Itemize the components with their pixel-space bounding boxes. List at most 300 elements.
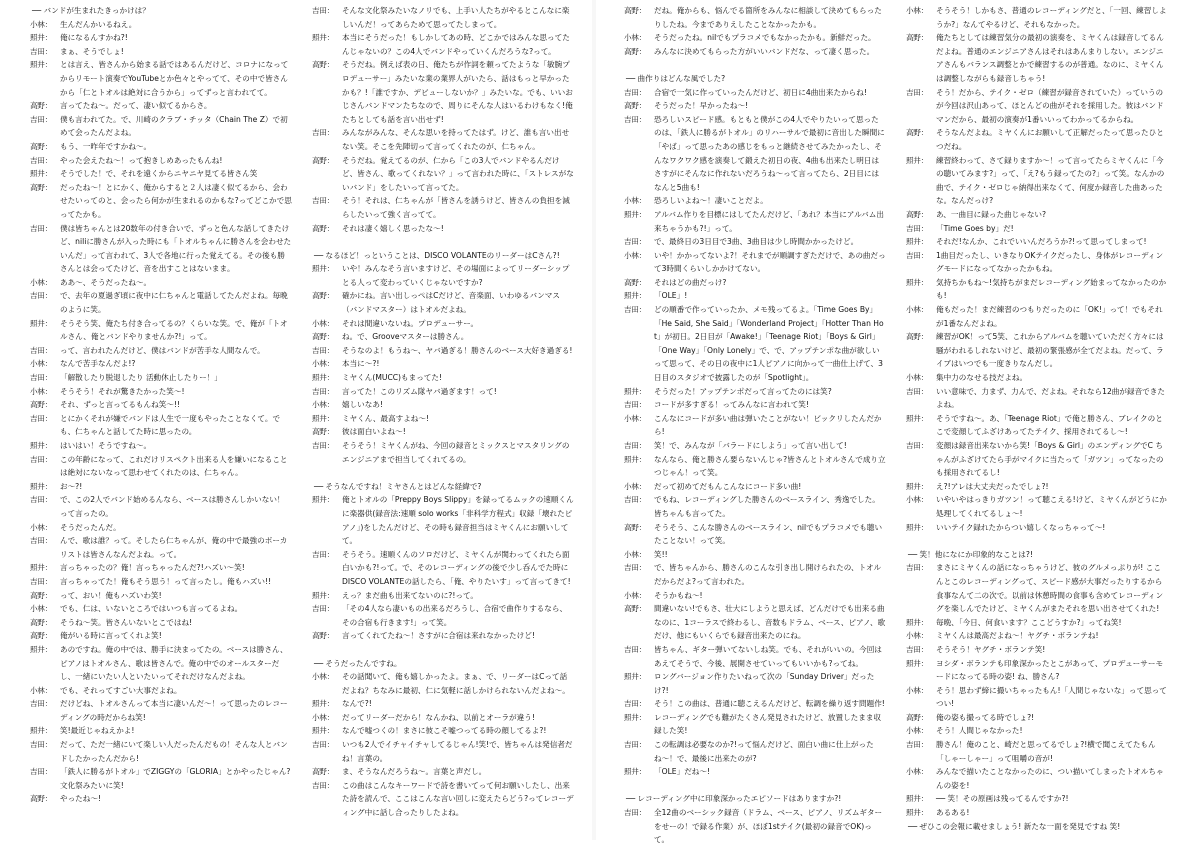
dialogue-line	[906, 765, 1168, 792]
dialogue-text: そうそう。速順くんのソロだけど、ミヤくんが関わってくれたら面白いかも?!って。で、そのレコーディングの後で少し呑んでた時にDISCO VOLANTEの話したら、「俺、やりたいす」って言ってきて!	[342, 549, 571, 586]
interviewer-question: ── バンドが生まれたきっかけは？	[32, 6, 150, 15]
speaker-name: 高野：	[906, 332, 928, 342]
dialogue-text: 「Time Goes by」だ!	[936, 223, 1014, 233]
dialogue-text: でも、それってすごい大事だよね。	[60, 685, 182, 695]
speaker-name: 小林：	[906, 6, 928, 15]
speaker-name: 照井：	[906, 808, 928, 818]
dialogue-line	[30, 31, 292, 45]
speaker-name: 照井：	[906, 155, 928, 165]
dialogue-line	[30, 453, 292, 480]
dialogue-line	[906, 208, 1168, 222]
dialogue-line	[624, 589, 886, 603]
speaker-name: 照井：	[30, 318, 52, 328]
text-column-3	[624, 4, 886, 845]
dialogue-line	[30, 575, 292, 589]
speaker-name: 吉田：	[624, 740, 646, 750]
dialogue-line	[312, 724, 574, 738]
speaker-name: 照井：	[624, 454, 646, 464]
dialogue-line	[906, 521, 1168, 535]
speaker-name: 照井：	[624, 291, 646, 301]
dialogue-line	[312, 31, 574, 58]
speaker-name: 高野：	[30, 794, 52, 804]
dialogue-line	[312, 697, 574, 711]
dialogue-text: こんなにコードが多い曲は弾いたことがない！ビックリしたんだから!	[654, 413, 882, 437]
speaker-name: 高野：	[30, 631, 52, 641]
dialogue-line	[312, 398, 574, 412]
speaker-name: 吉田：	[906, 87, 928, 97]
dialogue-text: ミヤくんは最高だよね〜！ヤグチ・ボランテね!	[936, 631, 1099, 641]
dialogue-text: そう！だから、テイク・ゼロ（練習が録音されていた）っていうのが今回は沢山あって、ほとんどの曲がそれを採用した。彼はバンドマンだから、最初の演奏が1番いいってわかってるからね。	[936, 87, 1164, 124]
dialogue-line	[312, 371, 574, 385]
speaker-name: 高野：	[312, 332, 334, 342]
dialogue-line	[312, 765, 574, 779]
speaker-name: 小林：	[624, 196, 646, 206]
dialogue-line	[30, 589, 292, 603]
speaker-name: 照井：	[30, 169, 52, 179]
speaker-name: 吉田：	[30, 46, 52, 56]
speaker-name: 吉田：	[312, 604, 334, 614]
speaker-name: 小林：	[624, 481, 646, 491]
interviewer-question: ── 曲作りはどんな風でした?	[626, 73, 726, 83]
speaker-name: 照井：	[906, 794, 928, 804]
speaker-name: 吉田：	[30, 740, 52, 750]
speaker-name: 高野：	[312, 427, 334, 437]
speaker-name: 吉田：	[312, 780, 334, 790]
dialogue-line	[624, 738, 886, 765]
text-column-2	[312, 4, 574, 836]
speaker-name: 吉田：	[30, 576, 52, 586]
dialogue-text: そう！人間じゃなかった!	[936, 726, 1023, 736]
speaker-name: 高野：	[312, 60, 334, 70]
dialogue-line	[906, 657, 1168, 684]
dialogue-line	[30, 629, 292, 643]
dialogue-line	[624, 765, 886, 779]
dialogue-text: そう！この曲は、普通に聴こえるんだけど、転調を繰り返す問題作!	[654, 699, 885, 709]
dialogue-text: でもね、レコーディングした勝さんのベースライン、秀逸でした。皆ちゃんも言ってた。	[654, 495, 880, 518]
dialogue-text: なんなら、俺と勝さん要らないんじゃ?皆さんとトオルさんで成り立つじゃん！って笑。	[654, 454, 886, 478]
dialogue-line	[312, 385, 574, 399]
dialogue-text: 恐ろしいよね〜！凄いことだよ。	[654, 196, 768, 206]
dialogue-line	[906, 480, 1168, 494]
dialogue-text: 恐ろしいスピード感。もともと僕がこの4人でやりたいって思ったのは、「鉄人に勝るがトオル」のリハーサルで最初に音出した瞬間に「やば」って思ったあの感じをもっと継続させてみたかったし、そんなワクワク感を演奏して鍛えた初日の夜、4曲も出来たし明日はさすがにそんなに作れないだろうね〜って言ってたら、2日目にはなんと5曲も!	[654, 114, 885, 192]
dialogue-text: そうそう！それが驚きたかった笑〜!	[60, 386, 185, 396]
dialogue-line	[906, 222, 1168, 236]
dialogue-text: だけどね、トオルさんって本当に凄いんだ〜！って思ったのレコーディングの時だからね笑!	[60, 699, 288, 722]
dialogue-text: なんで苦手なんだよ!?	[60, 359, 136, 369]
dialogue-line	[312, 194, 574, 221]
dialogue-text: って、言われたんだけど、僕はバンドが苦手な人間なんで。	[60, 345, 265, 355]
dialogue-line	[906, 154, 1168, 208]
dialogue-line	[312, 154, 574, 195]
speaker-name: 照井：	[906, 277, 928, 287]
dialogue-text: だってリーダーだから！なんかね、以前とオーラが違う!	[342, 712, 535, 722]
dialogue-line	[906, 561, 1168, 615]
dialogue-line	[906, 412, 1168, 439]
dialogue-line	[30, 412, 292, 439]
dialogue-text: 笑!!	[654, 549, 668, 559]
speaker-name: 吉田：	[312, 345, 334, 355]
dialogue-text: そうだったね。nilでもプラコメでもなかったかも。新鮮だった。	[654, 33, 876, 43]
dialogue-text: そうだね。例えば表の日、俺たちが作詞を頼ってたような「敏腕プロデューサー」みたいな業の業界人がいたら、話はもっと早かったかも？!「誰ですか、デビューしないか？」みたいな。でも、いいおじさんバンドマンたちなので、周りにそんな人はいるわけもなく!俺たちとしても話を言い出せず!	[342, 60, 573, 124]
dialogue-text: みんなに決めてもらった方がいいバンドだな、って凄く思った。	[654, 46, 875, 56]
speaker-name: 照井：	[906, 522, 928, 532]
dialogue-line	[312, 58, 574, 126]
speaker-name: 吉田：	[30, 345, 52, 355]
speaker-name: 小林：	[906, 373, 928, 383]
dialogue-text: そうだったんだ。	[60, 522, 121, 532]
dialogue-line	[30, 276, 292, 290]
dialogue-text: 僕も言われてた。で、川崎のクラブ・チッタ（Chain The Z）で初めて会ったんだよね。	[60, 114, 288, 138]
dialogue-text: そうなのよ！もうね〜、ヤバ過ぎる！勝さんのベース大好き過ぎる!	[342, 345, 573, 355]
dialogue-line	[30, 439, 292, 453]
speaker-name: 高野：	[624, 101, 646, 111]
interviewer-question: ── そうだったんですね。	[314, 658, 402, 668]
dialogue-text: いや！みんなそう言いますけど、その場面によってリーダーシップとる人って変わっていくじゃないですか?	[342, 264, 570, 287]
dialogue-text: あ、一曲目に録った曲じゃない?	[936, 209, 1047, 219]
speaker-name: 高野：	[906, 712, 928, 722]
speaker-name: 高野：	[30, 590, 52, 600]
speaker-name: 吉田：	[624, 563, 646, 573]
dialogue-line	[30, 684, 292, 698]
dialogue-line	[906, 806, 1168, 820]
speaker-name: 照井：	[30, 563, 52, 573]
dialogue-text: どの順番で作っていったか、メモ残ってるよ。「Time Goes By」「He Said, She Said」「Wonderland Project」「Hotter Than Hot」が初日。2日目が「Awake!」「Teenage Riot」「Boys & Girl」「One Way」「Only Lonely」で、で、アップテンポな曲が欲しいって思って、その日の夜中に1人ピアノに向かって一曲仕上げて、3日目のスタジオで披露したのが「Spotlight」。	[654, 305, 884, 383]
dialogue-text: やったね〜!	[60, 794, 102, 804]
speaker-name: 小林：	[906, 726, 928, 736]
dialogue-text: 合宿で一気に作っていったんだけど、初日に4曲出来たからね!	[654, 87, 867, 97]
dialogue-line	[624, 398, 886, 412]
dialogue-text: 練習がOK！って5笑、これからアルバムを聴いていただく方々には騒がわれるしれないけど、最初の緊張感が全てだよね。だって、ライブはいつでも一度きりなんだし。	[936, 332, 1164, 369]
dialogue-text: で、皆ちゃんから、勝さんのこんな引き出し開けられたの、トオルだからだよ?って言われた。	[654, 563, 882, 586]
dialogue-line	[30, 167, 292, 181]
dialogue-line	[906, 724, 1168, 738]
dialogue-line	[312, 493, 574, 547]
speaker-name: 吉田：	[312, 740, 334, 750]
dialogue-text: いや！かかってないよ?！それまでが順調すぎただけで、あの曲だって3時間くらいしかかけてない。	[654, 250, 886, 274]
dialogue-line	[906, 493, 1168, 520]
speaker-name: 小林：	[624, 250, 646, 260]
speaker-name: 小林：	[312, 359, 334, 369]
speaker-name: 吉田：	[906, 386, 928, 396]
dialogue-line	[906, 31, 1168, 85]
speaker-name: 高野：	[906, 209, 928, 219]
speaker-name: 小林：	[30, 359, 52, 369]
speaker-name: 吉田：	[906, 740, 928, 750]
speaker-name: 小林：	[30, 685, 52, 695]
dialogue-text: そうでした！で、それを遠くからニヤニヤ見てる皆さん笑	[60, 169, 258, 179]
dialogue-line	[624, 45, 886, 59]
speaker-name: 吉田：	[624, 808, 646, 818]
dialogue-text: いやいやはっきりガツン！って聴こえる!けど、ミヤくんがどうにか処理してくれてるしょ〜!	[936, 495, 1167, 518]
dialogue-text: そうそう！ヤグチ・ボランテ笑!	[936, 644, 1046, 654]
dialogue-line	[624, 480, 886, 494]
dialogue-text: そうなんだよね。ミヤくんにお願いして正解だったって思ったひとつだね。	[936, 128, 1164, 151]
paragraph-gap	[624, 779, 886, 793]
speaker-name: 吉田：	[30, 454, 52, 464]
dialogue-text: 「OLE」!	[654, 291, 688, 301]
dialogue-line	[30, 534, 292, 561]
dialogue-line	[906, 792, 1168, 806]
dialogue-line	[624, 643, 886, 670]
dialogue-line	[30, 521, 292, 535]
dialogue-text: いいテイク録れたからつい嬉しくなっちゃって〜!	[936, 522, 1106, 532]
speaker-name: 小林：	[624, 413, 646, 423]
speaker-name: 照井：	[30, 33, 52, 43]
speaker-name: 小林：	[312, 712, 334, 722]
dialogue-text: お〜?!	[60, 481, 83, 491]
dialogue-text: 本当にそうだった！もしかしてあの時、どこかではみんな思ってたんじゃないの？この4人でバンドやっていくんだろうな?って。	[342, 33, 570, 56]
speaker-name: 吉田：	[30, 114, 52, 124]
speaker-name: 小林：	[30, 604, 52, 614]
interviewer-question: ── レコーディング中に印象深かったエピソードはありますか?!	[626, 794, 842, 804]
speaker-name: 吉田：	[624, 87, 646, 97]
dialogue-text: それはどの曲だっけ?	[654, 277, 727, 287]
dialogue-text: 毎晩、「今日、何食います？ここどうすか?」ってね笑!	[936, 617, 1122, 627]
speaker-name: 吉田：	[312, 128, 334, 138]
paragraph-gap	[312, 466, 574, 480]
dialogue-text: 集中力のなせる技だよね。	[936, 373, 1028, 383]
page-gutter	[592, 0, 596, 840]
dialogue-line	[30, 58, 292, 99]
dialogue-text: いつも2人でイチャイチャしてるじゃん!笑!で、皆ちゃんは発信者だね！言葉の。	[342, 740, 573, 763]
speaker-name: 照井：	[312, 699, 334, 709]
dialogue-line	[624, 31, 886, 45]
speaker-name: 吉田：	[906, 441, 928, 450]
dialogue-line	[624, 86, 886, 100]
dialogue-text: だね。俺からも、悩んでる箇所をみんなに相談して決めてもらったりしたね。今までありえしたことなかったかも。	[654, 6, 882, 29]
dialogue-text: そうね〜笑。皆さんいないとこではね!	[60, 617, 193, 627]
dialogue-line	[312, 357, 574, 371]
dialogue-text: 全12曲のベーシック録音（ドラム、ベース、ピアノ、リズムギターをせーの！で録る作業）が、ほぼ1stテイク(最初の録音でOK)って。	[654, 808, 883, 845]
speaker-name: 高野：	[30, 141, 52, 151]
dialogue-text: なんで嘘つくの！まさに彼こそ嘘つってる時の顔してるよ?!	[342, 726, 547, 736]
dialogue-line	[312, 412, 574, 426]
speaker-name: 照井：	[312, 33, 334, 43]
dialogue-text: そんな文化祭みたいなノリでも、上手い人たちがやるとこんなに楽しいんだ！ってあらためて思ってたしまって。	[342, 6, 570, 29]
speaker-name: 吉田：	[906, 563, 928, 573]
dialogue-line	[312, 670, 574, 697]
dialogue-text: そうだね。覚えてるのが、仁から「この3人でバンドやるんだけど、皆さん、歌ってくれない？」って言われた時に、「ストレスがないバンド」をしたいって言ってた。	[342, 155, 574, 192]
speaker-name: 吉田：	[906, 644, 928, 654]
dialogue-text: 言ってた！このリズム隊ヤバ過ぎます！って!	[342, 386, 497, 396]
speaker-name: 高野：	[30, 617, 52, 627]
dialogue-line	[312, 317, 574, 331]
dialogue-text: 勝さん！俺のこと、崎だと思ってるでしょ?!横で聞こえてたもん「しゃーしゃー」って咀嚼の音が!	[936, 740, 1156, 763]
dialogue-text: ヨシダ・ボランテも印象深かったとこがあって、プロデューサーモードになってる時の姿! ね、勝さん?	[936, 658, 1164, 682]
dialogue-text: そうそう！ミヤくんがね、今回の録音とミックスとマスタリングのエンジニアまで担当してくれてるの。	[342, 441, 570, 464]
speaker-name: 小林：	[312, 672, 334, 682]
paragraph-gap	[312, 235, 574, 249]
speaker-name: 照井：	[906, 617, 928, 627]
speaker-name: 高野：	[312, 291, 334, 301]
speaker-name: 小林：	[624, 590, 646, 600]
dialogue-text: 皆ちゃん、ギター弾いてないしね笑。でも、それがいいの。今回はあえてそうで、今後、展開させていってもいいかも?ってね。	[654, 644, 882, 668]
dialogue-text: まぁ、そうでしょ!	[60, 46, 124, 56]
speaker-name: 高野：	[30, 182, 52, 192]
dialogue-text: 本当に〜?!	[342, 359, 380, 369]
dialogue-text: 俺とトオルの「Preppy Boys Slippy」を録ってるムックの速順くんに楽器供(録音法:速順 solo works「非科学方程式」収録「壊れたピアノ」)をしたんだけど、その時も録音担当はミヤくんにお願いしてて。	[342, 495, 574, 546]
speaker-name: 小林：	[906, 631, 928, 641]
dialogue-text: 笑!最近じゃねえかよ!	[60, 726, 135, 736]
interviewer-question: ── そうなんですね！ミヤさんとはどんな経緯で?	[314, 481, 482, 491]
dialogue-line	[30, 561, 292, 575]
dialogue-text: 俺の姿も撮ってる時でしょ?!	[936, 712, 1035, 722]
speaker-name: 照井：	[624, 672, 646, 682]
dialogue-text: アルバム作りを目標にはしてたんだけど、「あれ？本当にアルバム出来ちゃうかも?!」って。	[654, 209, 884, 233]
dialogue-line	[312, 779, 574, 820]
dialogue-line	[624, 194, 886, 208]
dialogue-text: 気持ちかもね〜!気持ちがまだレコーディング始まってなかったのかも!	[936, 277, 1167, 301]
speaker-name: 照井：	[906, 481, 928, 491]
dialogue-line	[906, 711, 1168, 725]
dialogue-line	[624, 235, 886, 249]
dialogue-line	[30, 602, 292, 616]
dialogue-line	[312, 126, 574, 153]
speaker-name: 高野：	[906, 128, 928, 138]
dialogue-line	[30, 371, 292, 385]
dialogue-text: 生んだんかいるねえ。	[60, 19, 137, 29]
dialogue-text: でも、仁は、いないところではいつも言ってるよね。	[60, 604, 243, 614]
speaker-name: 照井：	[624, 767, 646, 777]
dialogue-text: 言ってくれてたね〜！さすがに合宿は来れなかったけど!	[342, 631, 535, 641]
dialogue-line	[624, 113, 886, 195]
dialogue-line	[906, 126, 1168, 153]
dialogue-text: それは凄く嬉しく思ったな〜!	[342, 223, 444, 233]
dialogue-text: あるある!	[936, 808, 970, 818]
dialogue-text: もう、一昨年ですかね〜。	[60, 141, 152, 151]
dialogue-line	[624, 249, 886, 276]
dialogue-line	[624, 548, 886, 562]
speaker-name: 高野：	[624, 522, 646, 532]
dialogue-text: 練習終わって、さて録りますか〜！って言ってたらミヤくんに「今の聴いてみます?」って、「え?もう録ってたの?」って笑。なんかの曲で、テイク・ゼロじゃ納得出来なくて、何度か録音した曲あったな。なんだっけ?	[936, 155, 1165, 206]
dialogue-text: ミヤくん、最高すよね〜!	[342, 413, 430, 423]
dialogue-text: ミヤくん(MUCC)もまってた!	[342, 373, 443, 383]
dialogue-text: そうそう、こんな勝さんのベースライン、nilでもプラコメでも聴いたことない！って笑。	[654, 522, 883, 546]
dialogue-line	[30, 738, 292, 765]
dialogue-line	[30, 643, 292, 684]
dialogue-line	[906, 439, 1168, 480]
dialogue-text: で、この2人でバンド始めるんなら、ベースは勝さんしかいない！って言ったの。	[60, 495, 285, 518]
dialogue-text: ── 笑！その原画は残ってるんですか?!	[936, 794, 1069, 804]
dialogue-line	[312, 589, 574, 603]
dialogue-line	[624, 4, 886, 31]
dialogue-line	[30, 317, 292, 344]
dialogue-line	[30, 357, 292, 371]
dialogue-text: この転調は必要なのか?!って悩んだけど、面白い曲に仕上がったね〜！で、最後に出来たのが?	[654, 740, 874, 763]
speaker-name: 高野：	[312, 631, 334, 641]
dialogue-line	[906, 643, 1168, 657]
dialogue-text: レコーディングでも難がたくさん発見されたけど、放置したまま収録した笑!	[654, 712, 882, 736]
text-column-1	[30, 4, 292, 836]
speaker-name: 高野：	[312, 155, 334, 165]
dialogue-text: で、最終日の3日目で3曲、3曲目は少し時間かかったけど。	[654, 237, 859, 247]
speaker-name: 吉田：	[624, 400, 646, 410]
dialogue-line	[312, 439, 574, 466]
speaker-name: 照井：	[312, 373, 334, 383]
paragraph-gap	[624, 58, 886, 72]
dialogue-text: この年齢になって、これだけリスペクト出来る人を嫌いになることは絶対にないなって思わせてくれたのは、仁ちゃん。	[60, 454, 288, 478]
dialogue-line	[906, 738, 1168, 765]
speaker-name: 照井：	[624, 386, 646, 396]
speaker-name: 吉田：	[624, 237, 646, 247]
dialogue-line	[312, 548, 574, 589]
speaker-name: 吉田：	[30, 699, 52, 709]
speaker-name: 小林：	[906, 495, 928, 505]
dialogue-text: 「解散したり脱退したり 活動休止したりー！」	[60, 373, 222, 383]
dialogue-line	[312, 425, 574, 439]
dialogue-line	[624, 303, 886, 385]
dialogue-line	[624, 602, 886, 643]
speaker-name: 小林：	[30, 19, 52, 29]
dialogue-text: とにかくそれが嫌でバンドは人生で一度もやったことなくて。でも、仁ちゃんと話してた時に思ったの。	[60, 413, 281, 437]
dialogue-line	[624, 289, 886, 303]
dialogue-line	[624, 670, 886, 697]
speaker-name: 小林：	[312, 400, 334, 410]
dialogue-text: そうだった！アップテンポだって言ってたのには笑?	[654, 386, 832, 396]
dialogue-line	[30, 181, 292, 222]
text-column-4	[906, 4, 1168, 836]
dialogue-line	[30, 45, 292, 59]
speaker-name: 照井：	[30, 481, 52, 491]
dialogue-text: って、おい！俺もハズいわ笑!	[60, 590, 162, 600]
dialogue-text: んで、歌は誰？って。そしたら仁ちゃんが、俺の中で最強のボーカリストは皆さんなんだよね。って。	[60, 536, 288, 559]
speaker-name: 高野：	[312, 767, 334, 777]
dialogue-text: 「鉄人に勝るがトオル」でZIGGYの「GLORIA」とかやったじゃん?文化祭みたいに笑!	[60, 767, 291, 790]
dialogue-text: 確かにね。言い出しっぺはCだけど、音楽面、いわゆるバンマス（バンドマスター）はトオルだよね。	[342, 291, 560, 315]
speaker-name: 小林：	[30, 277, 52, 287]
dialogue-line	[906, 330, 1168, 371]
dialogue-text: まさにミヤくんの話になっちゃうけど、彼のグルメっぷりが! ここんとこのレコーディングって、スピード感が大事だったりするから食事なんて二の次で。以前は休憩時間の食事も含めてレコーディングを楽しんでたけど、ミヤくんがまたそれを思い出させてくれた!	[936, 563, 1164, 614]
speaker-name: 高野：	[624, 6, 646, 15]
dialogue-line	[906, 616, 1168, 630]
dialogue-text: それ、ずっと言ってるもんね笑〜!!	[60, 400, 180, 410]
speaker-name: 小林：	[30, 522, 52, 532]
dialogue-line	[30, 480, 292, 494]
speaker-name: 吉田：	[312, 549, 334, 559]
dialogue-text: コードが多すぎる！ってみんなに言われて笑!	[654, 400, 809, 410]
dialogue-line	[624, 412, 886, 439]
dialogue-line	[30, 154, 292, 168]
dialogue-line	[624, 697, 886, 711]
speaker-name: 吉田：	[312, 441, 334, 450]
dialogue-text: 言ってたね〜。だって、凄い似てるからさ。	[60, 101, 212, 111]
speaker-name: 照井：	[312, 726, 334, 736]
dialogue-line	[624, 276, 886, 290]
dialogue-line	[624, 208, 886, 235]
dialogue-line	[312, 602, 574, 629]
speaker-name: 吉田：	[624, 305, 646, 315]
speaker-name: 照井：	[312, 413, 334, 423]
dialogue-line	[312, 629, 574, 643]
dialogue-line	[312, 4, 574, 31]
dialogue-text: ね。で、Grooveマスターは勝さん。	[342, 332, 469, 342]
speaker-name: 吉田：	[30, 155, 52, 165]
speaker-name: 吉田：	[624, 495, 646, 505]
speaker-name: 高野：	[624, 46, 646, 56]
paragraph-gap	[312, 643, 574, 657]
dialogue-text: だって、ただ一緒にいて楽しい人だったんだもの！そんな人とバンドしたかったんだから!	[60, 740, 288, 763]
dialogue-text: 「その4人なら凄いもの出来るだろうし、合宿で曲作りするなら、その合宿も行きます!」って笑。	[342, 604, 568, 627]
speaker-name: 照井：	[30, 644, 52, 654]
speaker-name: 吉田：	[30, 291, 52, 301]
speaker-name: 照井：	[624, 209, 646, 219]
speaker-name: 小林：	[906, 305, 928, 315]
dialogue-line	[312, 711, 574, 725]
dialogue-line	[906, 235, 1168, 249]
dialogue-text: 俺がいる時に言ってくれよ笑!	[60, 631, 162, 641]
dialogue-line	[906, 276, 1168, 303]
dialogue-text: ロングバージョン作りたいねって次の「Sunday Driver」だったけ?!	[654, 672, 875, 695]
